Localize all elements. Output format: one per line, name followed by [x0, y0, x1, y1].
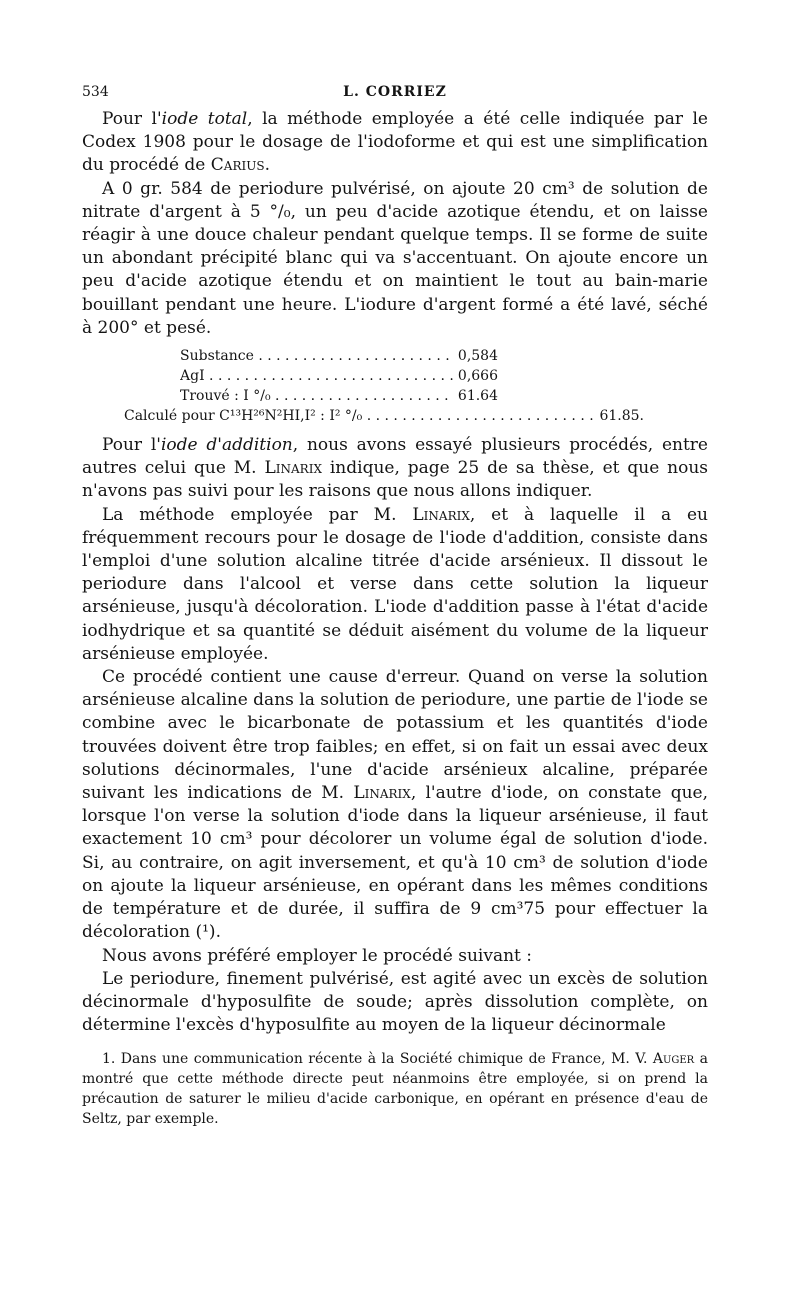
paragraph-3: Pour l'iode d'addition, nous avons essayé plusieurs procédés, entre autres celui que M. Linarix indique, page 25 de sa thèse, et que nous n'avons pas suivi pour les raisons que nous allons indiquer.	[82, 435, 708, 502]
paragraph-2: A 0 gr. 584 de periodure pulvérisé, on ajoute 20 cm³ de solution de nitrate d'argent à 5 °/₀, un peu d'acide azotique étendu, et on laisse réagir à une douce chaleur pendant quelque temps. Il se forme de suite un abondant précipité blanc qui va s'accentuant. On ajoute encore un peu d'acide azotique étendu et on maintient le tout au bain-marie bouillant pendant une heure. L'iodure d'argent formé a été lavé, séché à 200° et pesé.	[82, 178, 708, 338]
paragraph-6: Nous avons préféré employer le procédé suivant :	[102, 945, 533, 966]
row-value: 61.85.	[599, 408, 644, 425]
table-row	[180, 346, 498, 366]
paragraph-5: Ce procédé contient une cause d'erreur. Quand on verse la solution arsénieuse alcaline dans la solution de periodure, une partie de l'iode se combine avec le bicarbonate de potassium et les quantités d'iode trouvées doivent être trop faibles; en effet, si on fait un essai avec deux solutions décinormales, l'une d'acide arsénieux alcaline, préparée suivant les indications de M. Linarix, l'autre d'iode, on constate que, lorsque l'on verse la solution d'iode dans la liqueur arsénieuse, il faut exactement 10 cm³ pour décolorer un volume égal de solution d'iode. Si, au contraire, on agit inversement, et qu'à 10 cm³ de solution d'iode on ajoute la liqueur arsénieuse, en opérant dans les mêmes conditions de température et de durée, il suffira de 9 cm³75 pour effectuer la décoloration (¹).	[82, 667, 708, 943]
row-value: 61.64	[457, 388, 498, 405]
row-value: 0,584	[457, 348, 498, 365]
paragraph-7: Le periodure, finement pulvérisé, est agité avec un excès de solution décinormale d'hyposulfite de soude; après dissolution complète, on détermine l'excès d'hyposulfite au moyen de la liqueur décinormale	[82, 968, 708, 1036]
author-name: Carius	[210, 155, 265, 176]
row-label: Trouvé : I °/₀ . . .	[180, 386, 454, 406]
row-label: Substance . . .	[180, 346, 454, 366]
row-label: Calculé pour C¹³H²⁶N²HI,I² : I² °/₀ . . .	[124, 406, 595, 426]
footnote-marker: 1.	[102, 1051, 116, 1068]
table-row-calculated	[124, 406, 644, 426]
table-row	[180, 386, 498, 406]
paragraph-1: Pour l'iode total, la méthode employée a été celle indiquée par le Codex 1908 pour le dosage de l'iodoforme et qui est une simplification du procédé de Carius.	[82, 109, 708, 176]
emphasis: iode d'addition	[160, 435, 293, 456]
emphasis: iode total	[161, 109, 248, 129]
page-header	[82, 84, 708, 108]
author-name: Auger	[652, 1051, 695, 1068]
results-table	[82, 346, 708, 426]
table-row	[180, 366, 498, 386]
author-name: Linarix	[412, 504, 470, 525]
running-title: L. CORRIEZ	[343, 84, 447, 100]
row-label: AgI . . .	[180, 366, 454, 386]
book-page	[82, 84, 708, 1129]
author-name: Linarix	[353, 783, 411, 804]
footnote: 1. Dans une communication récente à la Société chimique de France, M. V. Auger a montré que cette méthode directe peut néanmoins être employée, si on prend la précaution de saturer le milieu d'acide carbonique, en opérant en présence d'eau de Seltz, par exemple.	[82, 1051, 709, 1128]
page-number: 534	[82, 84, 109, 100]
paragraph-4: La méthode employée par M. Linarix, et à laquelle il a eu fréquemment recours pour le dosage de l'iode d'addition, consiste dans l'emploi d'une solution alcaline titrée d'acide arsénieux. Il dissout le periodure dans l'alcool et verse dans cette solution la liqueur arsénieuse, jusqu'à décoloration. L'iode d'addition passe à l'état d'acide iodhydrique et sa quantité se déduit aisément du volume de la liqueur arsénieuse employée.	[82, 504, 708, 664]
body-text	[82, 108, 708, 1037]
row-value: 0,666	[457, 368, 498, 385]
author-name: Linarix	[264, 458, 322, 479]
